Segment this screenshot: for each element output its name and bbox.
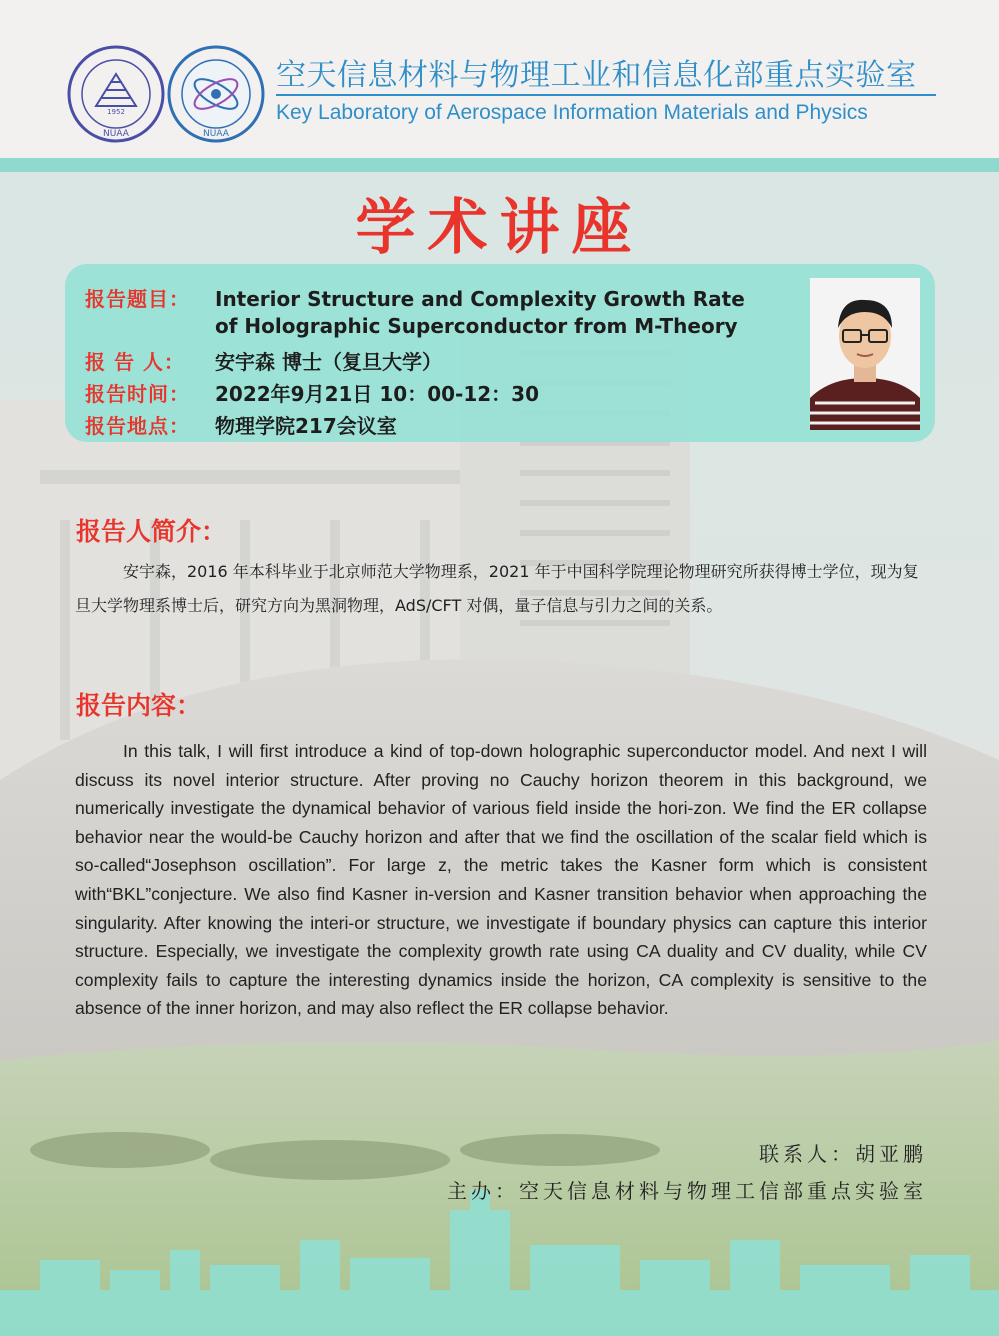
place-row	[85, 410, 397, 439]
bio-text: 安宇森，2016 年本科毕业于北京师范大学物理系，2021 年于中国科学院理论物理研究所获得博士学位，现为复旦大学物理系博士后，研究方向为黑洞物理，AdS/CFT 对偶，量子信息与引力之间的关系。	[75, 562, 919, 615]
lab-name-english: Key Laboratory of Aerospace Information Materials and Physics	[276, 101, 868, 124]
speaker-row	[85, 346, 442, 375]
time-row	[85, 378, 539, 407]
svg-text:NUAA: NUAA	[103, 129, 129, 139]
place-value: 物理学院217会议室	[215, 414, 397, 438]
header-divider	[276, 94, 936, 96]
header-accent-band	[0, 158, 999, 172]
time-value: 2022年9月21日 10：00-12：30	[215, 382, 540, 406]
speaker-value: 安宇森 博士（复旦大学）	[215, 350, 442, 374]
topic-row-2	[215, 314, 738, 338]
key-lab-logo	[166, 44, 266, 144]
place-label: 报告地点：	[85, 414, 190, 438]
speaker-label: 报 告 人：	[85, 350, 185, 374]
contact-person: 联系人：胡亚鹏	[759, 1142, 927, 1166]
lab-name-chinese: 空天信息材料与物理工业和信息化部重点实验室	[276, 58, 917, 93]
content-heading: 报告内容：	[76, 691, 202, 720]
topic-row	[85, 283, 745, 312]
topic-line-2: of Holographic Superconductor from M-Theory	[215, 314, 738, 338]
page-title: 学术讲座	[355, 193, 644, 263]
topic-line-1: Interior Structure and Complexity Growth Rate	[215, 287, 745, 311]
nuaa-university-logo	[66, 44, 166, 144]
topic-label: 报告题目：	[85, 287, 190, 311]
host-organization: 主办：空天信息材料与物理工信部重点实验室	[447, 1179, 927, 1203]
abstract-text: In this talk, I will first introduce a kind of top-down holographic superconductor model. And next I will discuss its novel interior structure. After proving no Cauchy horizon theorem in this background, we numerically investigate the dynamical behavior of various field inside the hori-zon. We find the ER collapse behavior near the would-be Cauchy horizon and after that we find the oscillation of the scalar field which is so-called“Josephson oscillation”. For large z, the metric takes the Kasner form which is consistent with“BKL”conjecture. We also find Kasner in-version and Kasner transition behavior when approaching the singularity. After knowing the interi-or structure, we investigate if boundary physics can capture this interior structure. Especially, we investigate the complexity growth rate using CA duality and CV duality, while CV complexity fails to capture the interesting dynamics inside the horizon, CA complexity is sensitive to the absence of the inner horizon, and may also reflect the ER collapse behavior.	[75, 741, 927, 1019]
time-label: 报告时间：	[85, 382, 190, 406]
svg-text:1952: 1952	[107, 108, 125, 116]
bio-heading: 报告人简介：	[76, 517, 227, 546]
speaker-photo	[810, 278, 920, 430]
svg-text:NUAA: NUAA	[203, 129, 229, 139]
